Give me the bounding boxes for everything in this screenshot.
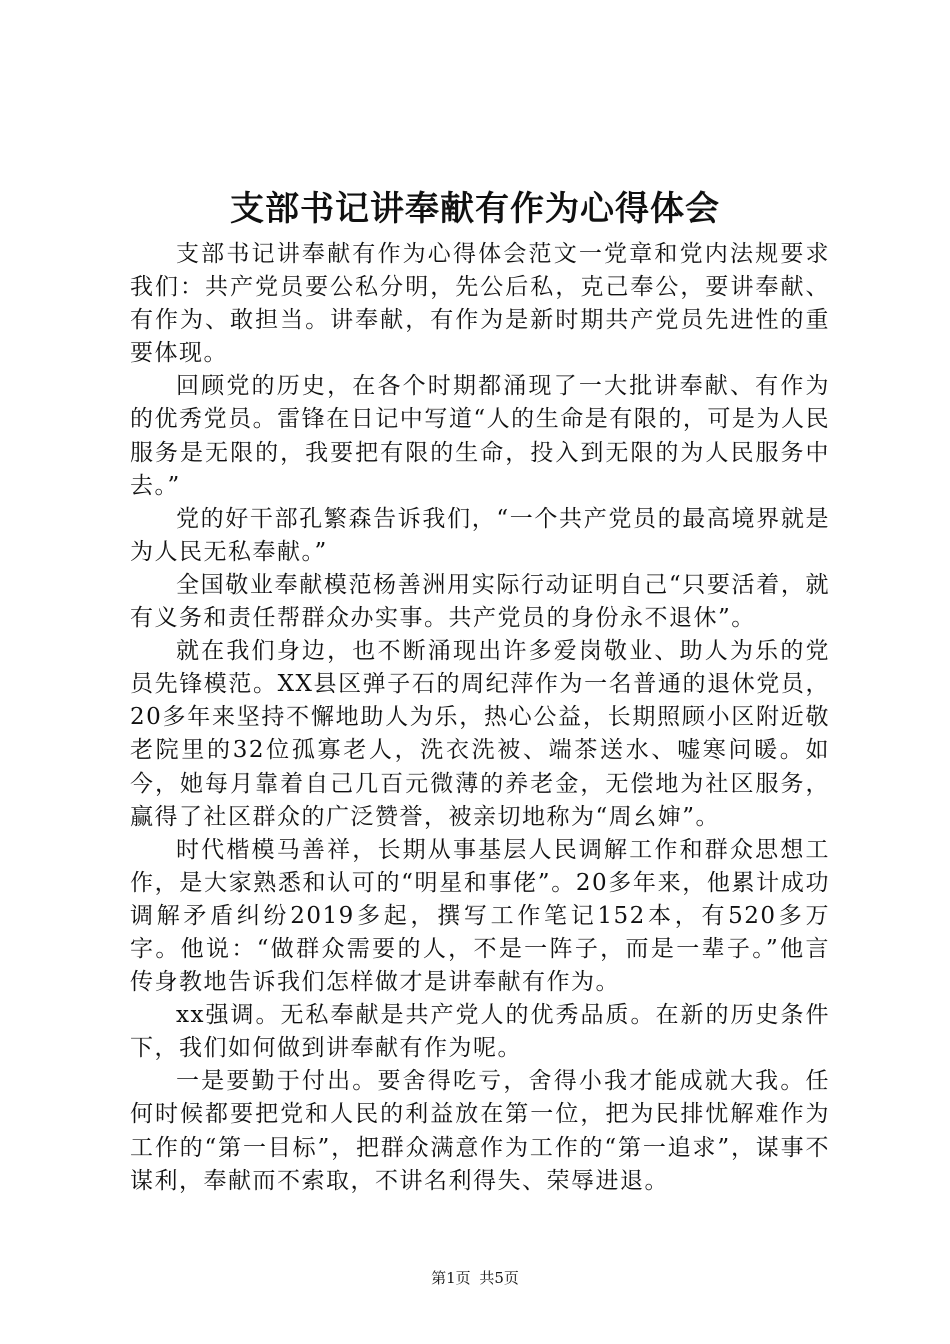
paragraph-2: 回顾党的历史，在各个时期都涌现了一大批讲奉献、有作为的优秀党员。雷锋在日记中写道“人的生命是有限的，可是为人民服务是无限的，我要把有限的生命，投入到无限的为人民服务中去。” <box>130 373 830 499</box>
paragraph-3: 党的好干部孔繁森告诉我们，“一个共产党员的最高境界就是为人民无私奉献。” <box>130 505 830 565</box>
page-total: 共5页 <box>479 1269 519 1287</box>
page-number: 第1页 <box>431 1269 471 1287</box>
paragraph-8: 一是要勤于付出。要舍得吃亏，舍得小我才能成就大我。任何时候都要把党和人民的利益放在第一位，把为民排忧解难作为工作的“第一目标”，把群众满意作为工作的“第一追求”，谋事不谋利，奉献而不索取，不讲名利得失、荣辱进退。 <box>130 1068 830 1194</box>
paragraph-1: 支部书记讲奉献有作为心得体会范文一党章和党内法规要求我们：共产党员要公私分明，先公后私，克己奉公，要讲奉献、有作为、敢担当。讲奉献，有作为是新时期共产党员先进性的重要体现。 <box>130 241 830 367</box>
document-title: 支部书记讲奉献有作为心得体会 <box>230 189 720 229</box>
document-body <box>130 238 830 1198</box>
page-footer <box>0 1268 950 1288</box>
paragraph-5: 就在我们身边，也不断涌现出许多爱岗敬业、助人为乐的党员先锋模范。XX县区弹子石的周纪萍作为一名普通的退休党员，20多年来坚持不懈地助人为乐，热心公益，长期照顾小区附近敬老院里的32位孤寡老人，洗衣洗被、端茶送水、嘘寒问暖。如今，她每月靠着自己几百元微薄的养老金，无偿地为社区服务，赢得了社区群众的广泛赞誉，被亲切地称为“周幺婶”。 <box>130 638 830 830</box>
paragraph-7: xx强调。无私奉献是共产党人的优秀品质。在新的历史条件下，我们如何做到讲奉献有作为呢。 <box>130 1002 830 1062</box>
paragraph-4: 全国敬业奉献模范杨善洲用实际行动证明自己“只要活着，就有义务和责任帮群众办实事。共产党员的身份永不退休”。 <box>130 571 830 632</box>
paragraph-6: 时代楷模马善祥，长期从事基层人民调解工作和群众思想工作，是大家熟悉和认可的“明星和事佬”。20多年来，他累计成功调解矛盾纠纷2019多起，撰写工作笔记152本，有520多万字。他说：“做群众需要的人，不是一阵子，而是一辈子。”他言传身教地告诉我们怎样做才是讲奉献有作为。 <box>130 836 830 996</box>
